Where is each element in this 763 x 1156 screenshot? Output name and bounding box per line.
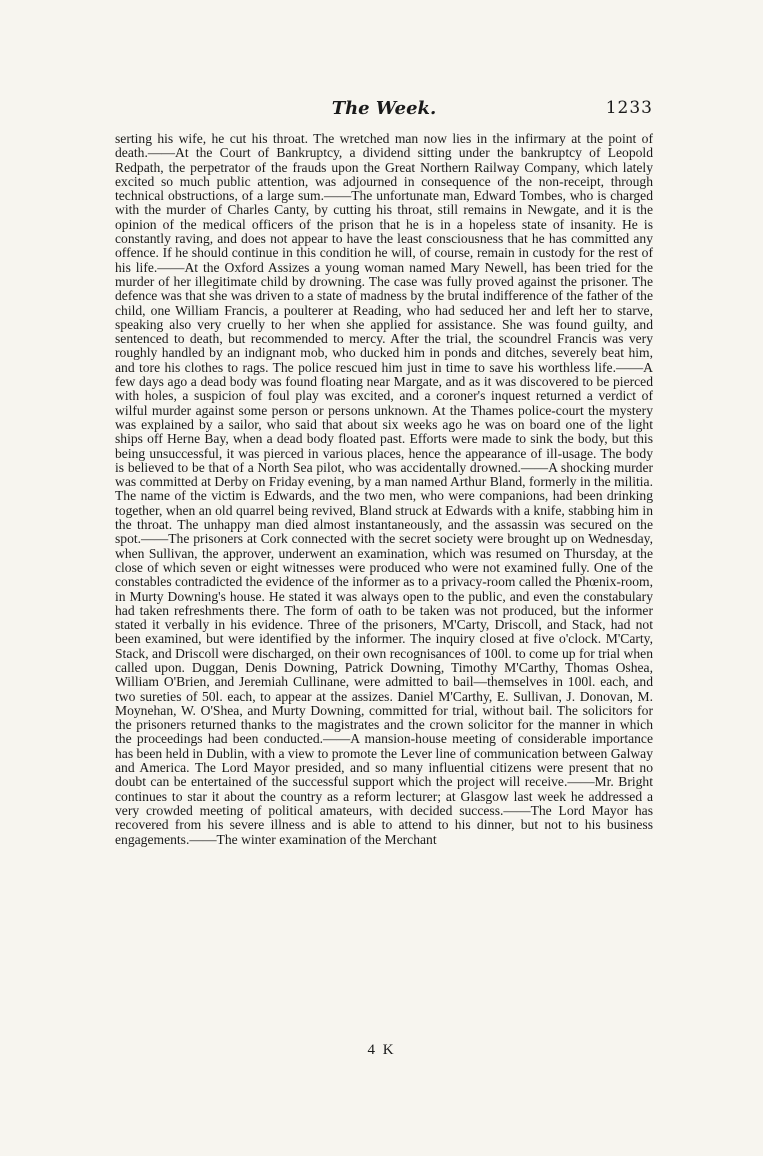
article-paragraph: serting his wife, he cut his throat. The wretched man now lies in the infirmary at the point of death.——At the Court of Bankruptcy, a dividend sitting under the bankruptcy of Leopold Redpath, the perpetrator of the frauds upon the Great Northern Railway Company, which lately excited so much public attention, was adjourned in consequence of the non-receipt, through technical obstructions, of a large sum.——The unfortunate man, Edward Tombes, who is charged with the murder of Charles Canty, by cutting his throat, still remains in Newgate, and it is the opinion of the medical officers of the prison that he is in a hopeless state of insanity. He is constantly raving, and does not appear to have the least consciousness that he has committed any offence. If he should continue in this condition he will, of course, remain in custody for the rest of his life.——At the Oxford Assizes a young woman named Mary Newell, has been tried for the murder of her illegitimate child by drowning. The case was fully proved against the prisoner. The defence was that she was driven to a state of madness by the brutal indifference of the father of the child, one William Francis, a poulterer at Reading, who had seduced her and left her to starve, speaking also very cruelly to her when she applied for assistance. She was found guilty, and sentenced to death, but recommended to mercy. After the trial, the scoundrel Francis was very roughly handled by an indignant mob, who ducked him in ponds and ditches, severely beat him, and tore his clothes to rags. The police rescued him just in time to save his worthless life.——A few days ago a dead body was found floating near Margate, and as it was discovered to be pierced with holes, a suspicion of foul play was excited, and a coroner's inquest returned a verdict of wilful murder against some person or persons unknown. At the Thames police-court the mystery was explained by a sailor, who said that about six weeks ago he was on board one of the light ships off Herne Bay, when a dead body floated past. Efforts were made to sink the body, but this being unsuccessful, it was pierced in various places, hence the appearance of ill-usage. The body is believed to be that of a North Sea pilot, who was accidentally drowned.——A shocking murder was committed at Derby on Friday evening, by a man named Arthur Bland, formerly in the militia. The name of the victim is Edwards, and the two men, who were companions, had been drinking together, when an old quarrel being revived, Bland struck at Edwards with a knife, stabbing him in the throat. The unhappy man died almost instantaneously, and the assassin was secured on the spot.——The prisoners at Cork connected with the secret society were brought up on Wednesday, when Sullivan, the approver, underwent an examination, which was resumed on Thursday, at the close of which seven or eight witnesses were produced who were not examined fully. One of the constables contradicted the evidence of the informer as to a privacy-room called the Phœnix-room, in Murty Downing's house. He stated it was always open to the public, and even the constabulary had taken refreshments there. The form of oath to be taken was not produced, but the informer stated it verbally in his evidence. Three of the prisoners, M'Carty, Driscoll, and Stack, had not been examined, but were identified by the informer. The inquiry closed at five o'clock. M'Carty, Stack, and Driscoll were discharged, on their own recognisances of 100l. to come up for trial when called upon. Duggan, Denis Downing, Patrick Downing, Timothy M'Carthy, Thomas Oshea, William O'Brien, and Jeremiah Cullinane, were admitted to bail—themselves in 100l. each, and two sureties of 50l. each, to appear at the assizes. Daniel M'Carthy, E. Sullivan, J. Donovan, M. Moynehan, W. O'Shea, and Murty Downing, committed for trial, without bail. The solicitors for the prisoners returned thanks to the magistrates and the crown solicitor for the manner in which the proceedings had been conducted.——A mansion-house meeting of considerable importance has been held in Dublin, with a view to promote the Lever line of communication between Galway and America. The Lord Mayor presided, and so many influential citizens were present that no doubt can be entertained of the successful support which the project will receive.——Mr. Bright continues to star it about the country as a reform lecturer; at Glasgow last week he addressed a very crowded meeting of political amateurs, with decided success.——The Lord Mayor has recovered from his severe illness and is able to attend to his dinner, but not to his business engagements.——The winter examination of the Merchant [115, 131, 653, 847]
page-title: The Week. [331, 98, 437, 119]
page-number: 1233 [605, 98, 653, 118]
signature-mark: 4 K [367, 1042, 396, 1058]
running-head [115, 98, 653, 124]
